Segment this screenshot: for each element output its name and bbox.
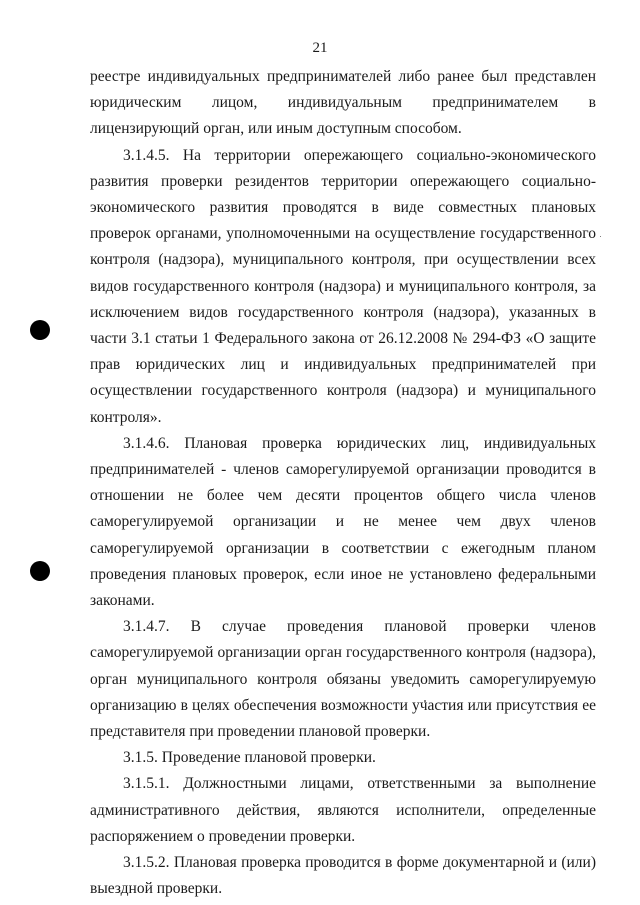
scan-speck bbox=[600, 236, 601, 237]
paragraph-continuation: реестре индивидуальных предпринимателей либо ранее был представлен юридическим лицом, индивидуальным предпринимателем в лицензирующий орган, или иным доступным способом. bbox=[90, 68, 596, 138]
paragraph-3-1-5: 3.1.5. Проведение плановой проверки. bbox=[123, 749, 376, 767]
page-number: 21 bbox=[312, 40, 328, 56]
paragraph-3-1-5-2: 3.1.5.2. Плановая проверка проводится в форме документарной и (или) выездной проверки. bbox=[90, 854, 596, 898]
punch-hole-mark bbox=[30, 320, 50, 340]
paragraph-3-1-4-7: 3.1.4.7. В случае проведения плановой проверки членов саморегулируемой организации орган государственного контроля (надзора), орган муниципального контроля обязаны уведомить саморегулируемую организацию в целях обеспечения возможности участия или присутствия ее представителя при проведении плановой проверки. bbox=[90, 618, 596, 741]
paragraph-3-1-4-5: 3.1.4.5. На территории опережающего социально-экономического развития проверки резидентов территории опережающего социально-экономического развития проводятся в виде совместных плановых проверок органами, уполномоченными на осуществление государственного контроля (надзора), муниципального контроля, при осуществлении всех видов государственного контроля (надзора) и муниципального контроля, за исключением видов государственного контроля (надзора), указанных в части 3.1 статьи 1 Федерального закона от 26.12.2008 № 294-ФЗ «О защите прав юридических лиц и индивидуальных предпринимателей при осуществлении государственного контроля (надзора) и муниципального контроля». bbox=[90, 146, 596, 426]
paragraph-3-1-4-6: 3.1.4.6. Плановая проверка юридических лиц, индивидуальных предпринимателей - членов саморегулируемой организации проводится в отношении не более чем десяти процентов общего числа членов саморегулируемой организации и не менее чем двух членов саморегулируемой организации в соответствии с ежегодным планом проведения плановых проверок, если иное не установлено федеральными законами. bbox=[90, 434, 596, 610]
document-body bbox=[90, 64, 596, 903]
paragraph-3-1-5-1: 3.1.5.1. Должностными лицами, ответственными за выполнение административного действия, являются исполнители, определенные распоряжением о проведении проверки. bbox=[90, 775, 596, 845]
punch-hole-mark bbox=[30, 561, 50, 581]
